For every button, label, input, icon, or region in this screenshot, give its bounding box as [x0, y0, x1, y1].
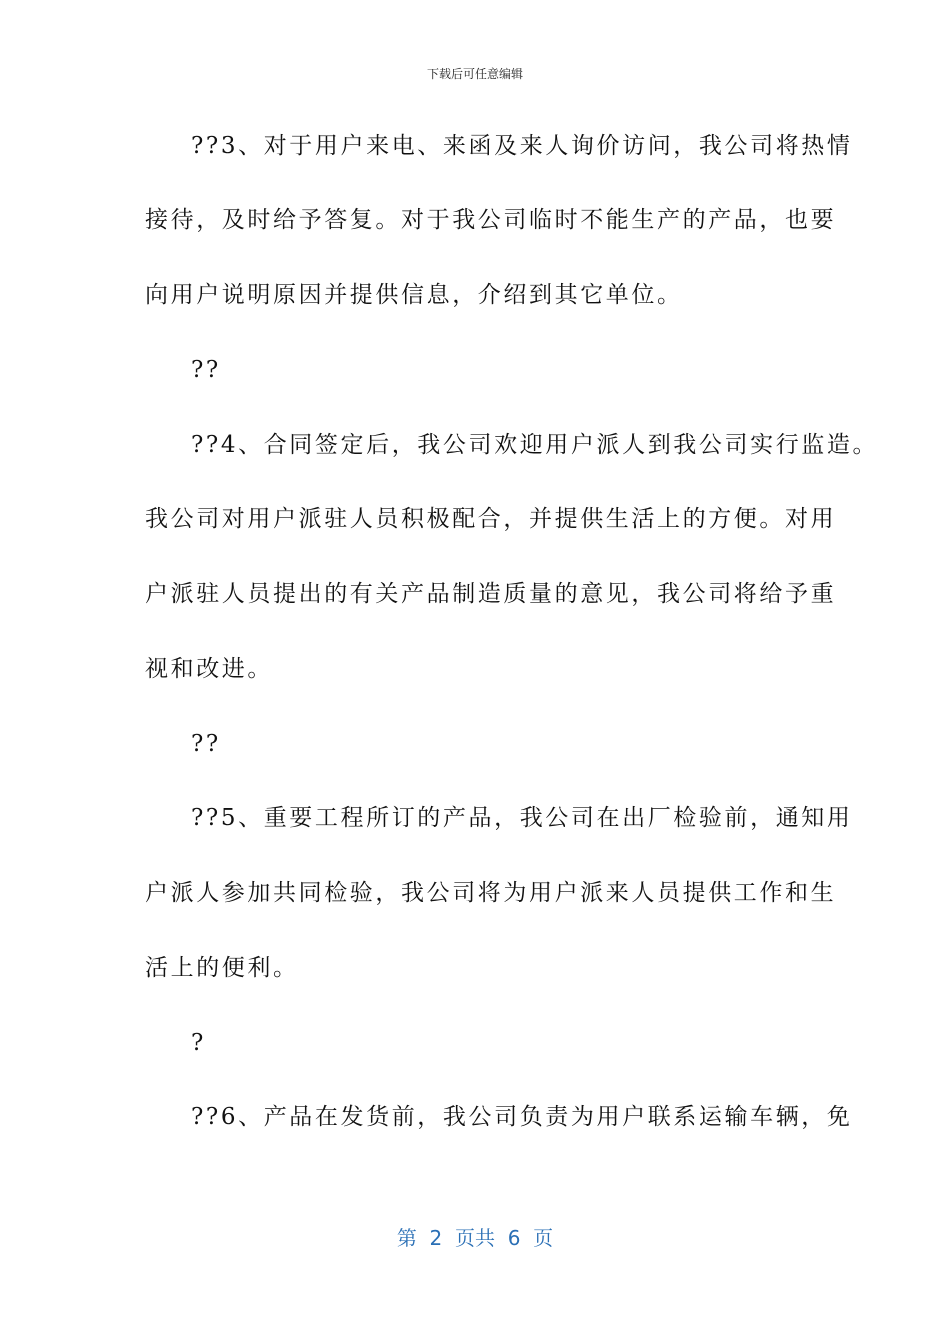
text-line: 视和改进。	[145, 656, 273, 682]
text-line: 活上的便利。	[145, 955, 299, 981]
text-line: ??5、重要工程所订的产品，我公司在出厂检验前，通知用	[191, 805, 853, 831]
page-number-footer: 第 2 页共 6 页	[396, 1226, 554, 1250]
text-line: 向用户说明原因并提供信息，介绍到其它单位。	[145, 282, 683, 308]
text-line: 户派驻人员提出的有关产品制造质量的意见，我公司将给予重	[145, 581, 837, 607]
text-line: ??6、产品在发货前，我公司负责为用户联系运输车辆，免	[191, 1104, 853, 1130]
text-line: 我公司对用户派驻人员积极配合，并提供生活上的方便。对用	[145, 506, 837, 532]
text-line: ??4、合同签定后，我公司欢迎用户派人到我公司实行监造。	[191, 432, 879, 458]
text-line: ?	[191, 1030, 206, 1056]
text-line: ??	[191, 731, 221, 757]
text-line: ??	[191, 357, 221, 383]
text-line: 接待，及时给予答复。对于我公司临时不能生产的产品，也要	[145, 207, 837, 233]
page-header-note: 下载后可任意编辑	[426, 67, 523, 81]
text-line: ??3、对于用户来电、来函及来人询价访问，我公司将热情	[191, 133, 853, 159]
text-line: 户派人参加共同检验，我公司将为用户派来人员提供工作和生	[145, 880, 837, 906]
